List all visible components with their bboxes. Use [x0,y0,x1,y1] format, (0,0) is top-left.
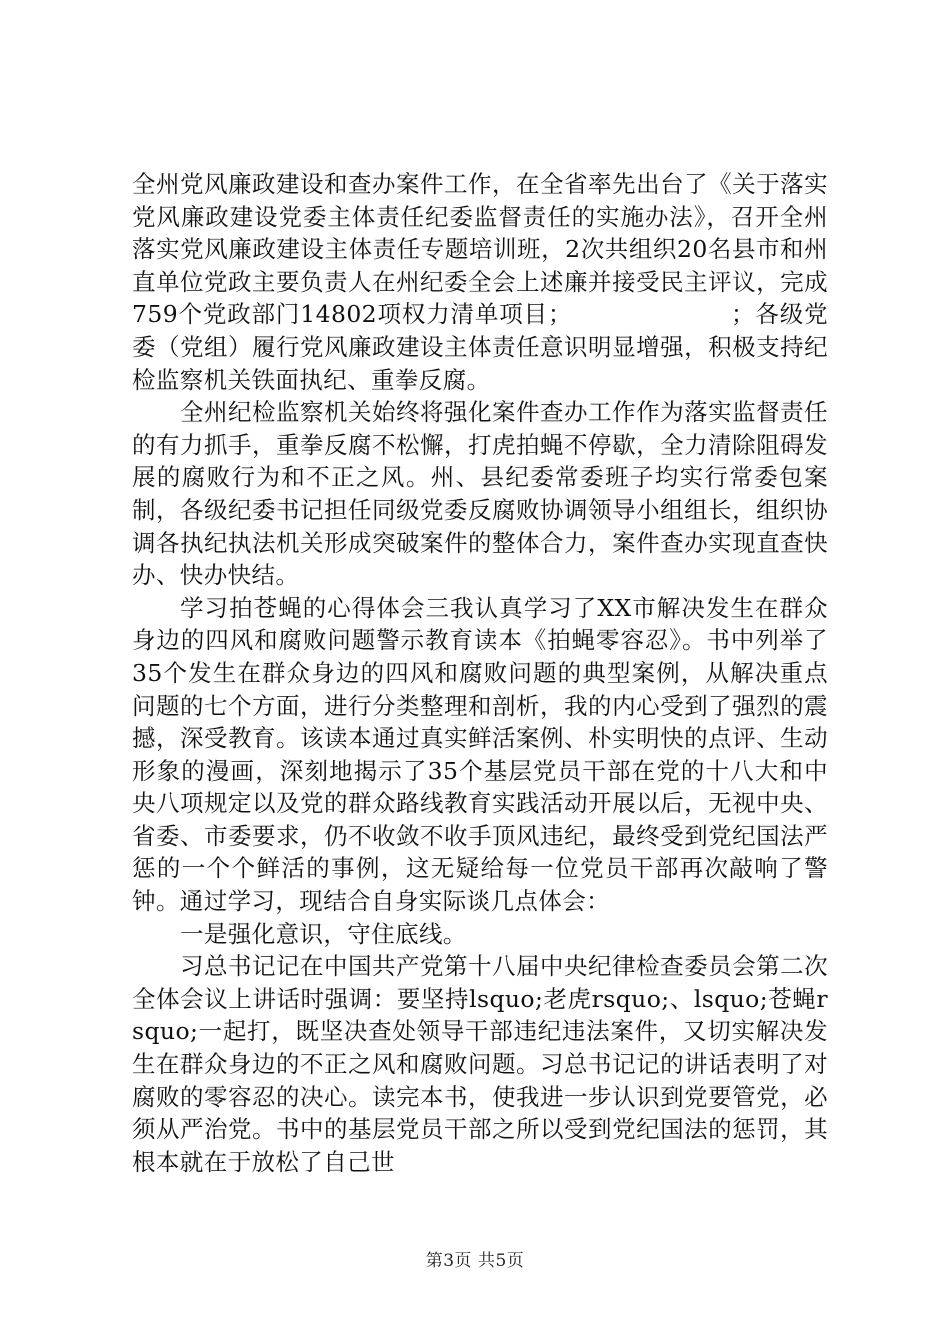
paragraph-5: 习总书记记在中国共产党第十八届中央纪律检查委员会第二次全体会议上讲话时强调：要坚持lsquo;老虎rsquo;、lsquo;苍蝇rsquo;一起打，既坚决查处领导干部违纪违法案件，又切实解决发生在群众身边的不正之风和腐败问题。习总书记记的讲话表明了对腐败的零容忍的决心。读完本书，使我进一步认识到党要管党，必须从严治党。书中的基层党员干部之所以受到党纪国法的惩罚，其根本就在于放松了自己世 [132,952,828,1176]
paragraph-4: 一是强化意识，守住底线。 [180,919,467,948]
paragraph-1: 全州党风廉政建设和查办案件工作，在全省率先出台了《关于落实党风廉政建设党委主体责任纪委监督责任的实施办法》，召开全州落实党风廉政建设主体责任专题培训班，2次共组织20名县市和州直单位党政主要负责人在州纪委全会上述廉并接受民主评议，完成759个党政部门14802项权力清单项目； ；各级党委（党组）履行党风廉政建设主体责任意识明显增强，积极支持纪检监察机关铁面执纪、重拳反腐。 [132,170,828,394]
paragraph-2: 全州纪检监察机关始终将强化案件查办工作作为落实监督责任的有力抓手，重拳反腐不松懈，打虎拍蝇不停歇，全力清除阻碍发展的腐败行为和不正之风。州、县纪委常委班子均实行常委包案制，各级纪委书记担任同级党委反腐败协调领导小组组长，组织协调各执纪执法机关形成突破案件的整体合力，案件查办实现直查快办、快办快结。 [132,398,828,590]
paragraph-3: 学习拍苍蝇的心得体会三我认真学习了XX市解决发生在群众身边的四风和腐败问题警示教育读本《拍蝇零容忍》。书中列举了35个发生在群众身边的四风和腐败问题的典型案例，从解决重点问题的七个方面，进行分类整理和剖析，我的内心受到了强烈的震撼，深受教育。该读本通过真实鲜活案例、朴实明快的点评、生动形象的漫画，深刻地揭示了35个基层党员干部在党的十八大和中央八项规定以及党的群众路线教育实践活动开展以后，无视中央、省委、市委要求，仍不收敛不收手顶风违纪，最终受到党纪国法严惩的一个个鲜活的事例，这无疑给每一位党员干部再次敲响了警钟。通过学习，现结合自身实际谈几点体会： [132,593,828,916]
page-number-footer: 第3页 共5页 [425,1251,525,1271]
document-body [132,168,828,1178]
